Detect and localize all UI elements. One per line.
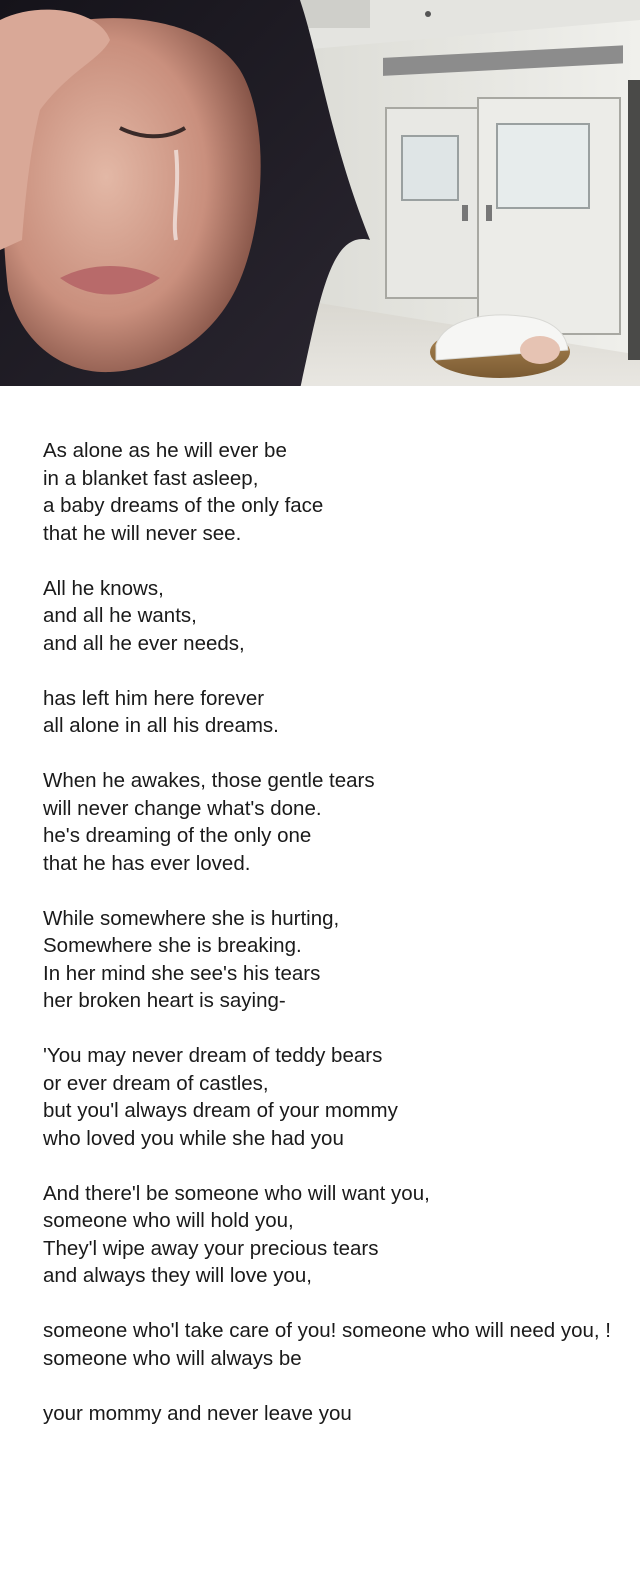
poem-line: has left him here forever — [43, 686, 265, 710]
hero-image — [0, 0, 640, 389]
sprinkler-icon — [425, 11, 431, 17]
poem-stanza — [43, 767, 613, 877]
poem-line: someone who will hold you, — [43, 1209, 294, 1232]
door-handle-icon — [486, 205, 492, 221]
poem-line: that he will never see. — [43, 521, 242, 545]
poem-line: a baby dreams of the only face — [43, 494, 324, 517]
right-door-window — [497, 124, 589, 208]
poem-line: all alone in all his dreams. — [43, 714, 279, 737]
poem-line: your mommy and never leave you — [43, 1401, 352, 1425]
poem-stanza — [43, 685, 613, 740]
hero-illustration — [0, 0, 640, 389]
poem-line: will never change what's done. — [43, 796, 322, 820]
poem-line: who loved you while she had you — [43, 1126, 344, 1150]
poem-line: that he has ever loved. — [43, 851, 251, 875]
baby-head — [520, 336, 560, 364]
poem-line: her broken heart is saying- — [43, 989, 286, 1012]
poem-line: 'You may never dream of teddy bears — [43, 1044, 383, 1067]
poem-line: They'l wipe away your precious tears — [43, 1236, 379, 1260]
poem-stanza — [43, 1042, 613, 1152]
poem-stanza — [43, 1400, 613, 1428]
poem-stanza — [43, 575, 613, 658]
poem-line: in a blanket fast asleep, — [43, 466, 259, 490]
poem-line: or ever dream of castles, — [43, 1071, 269, 1095]
poem-stanza — [43, 1180, 613, 1290]
poem-stanza — [43, 905, 613, 1015]
poem-line: he's dreaming of the only one — [43, 824, 312, 847]
poem-line: someone who'l take care of you! someone who will need you, ! — [43, 1319, 611, 1342]
poem-line: Somewhere she is breaking. — [43, 934, 302, 957]
poem-stanza — [43, 437, 613, 547]
poem-line: and all he ever needs, — [43, 631, 245, 655]
poem-line: When he awakes, those gentle tears — [43, 769, 375, 792]
door-frame — [628, 80, 640, 360]
image-edge — [0, 386, 640, 389]
poem-line: and all he wants, — [43, 604, 197, 627]
poem-line: All he knows, — [43, 576, 164, 600]
left-door-window — [402, 136, 458, 200]
door-handle-icon — [462, 205, 468, 221]
poem — [43, 437, 613, 1455]
poem-line: As alone as he will ever be — [43, 439, 287, 462]
poem-line: And there'l be someone who will want you, — [43, 1181, 430, 1205]
tear — [175, 150, 177, 240]
poem-line: and always they will love you, — [43, 1264, 312, 1287]
poem-line: In her mind she see's his tears — [43, 961, 321, 985]
poem-line: While somewhere she is hurting, — [43, 906, 340, 930]
poem-line: but you'l always dream of your mommy — [43, 1099, 398, 1122]
poem-stanza — [43, 1317, 613, 1372]
poem-line: someone who will always be — [43, 1346, 302, 1370]
